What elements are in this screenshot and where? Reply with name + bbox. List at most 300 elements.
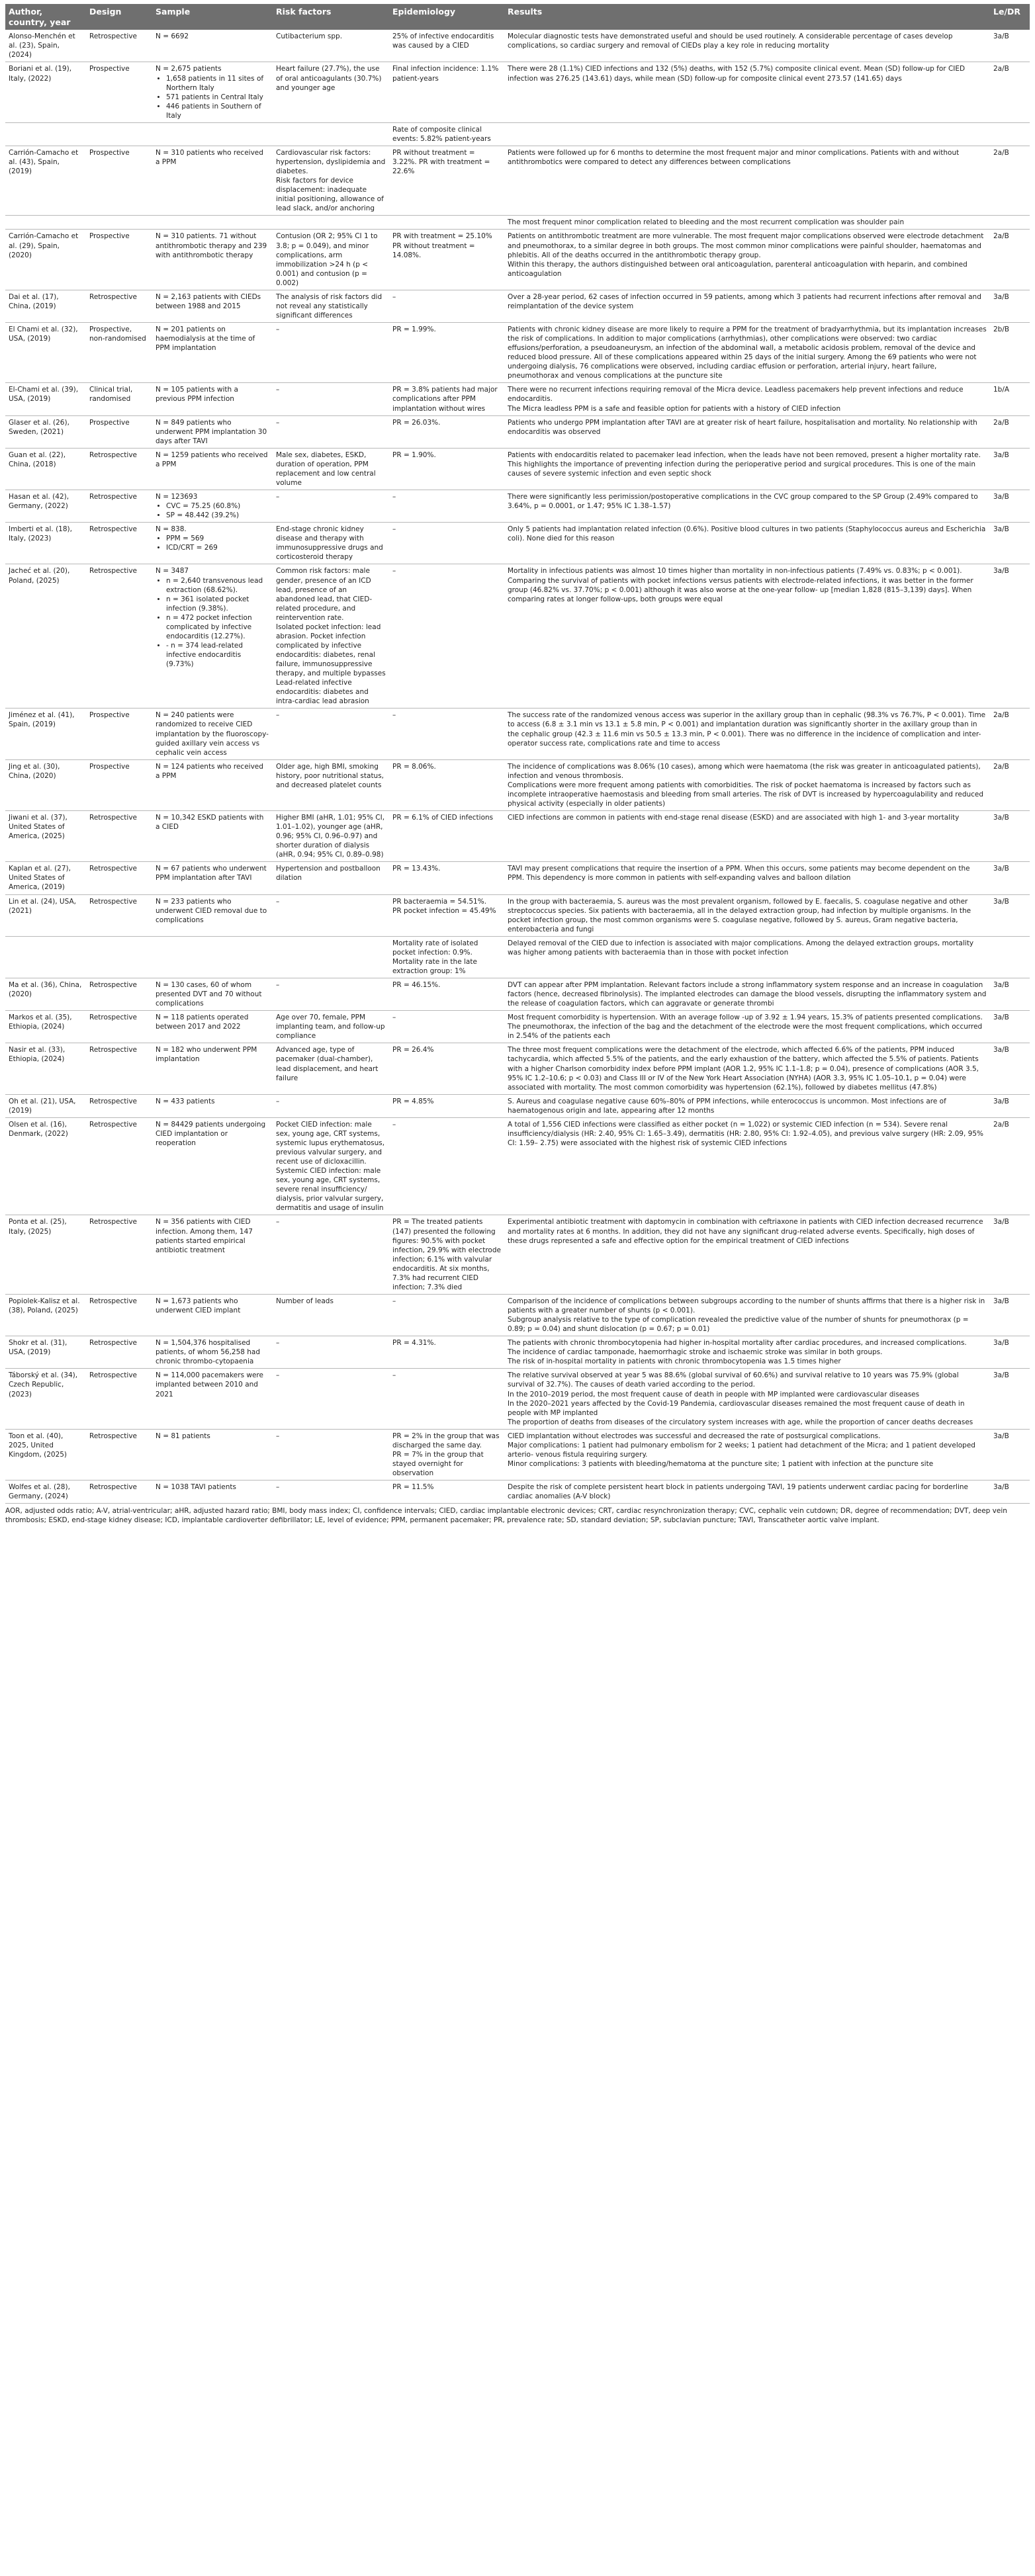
cell-results: [504, 1429, 990, 1480]
cell-author: [5, 216, 86, 230]
cell-sample: [152, 564, 273, 708]
cell-epidemiology: [389, 862, 504, 894]
cell-text-line: DVT can appear after PPM implantation. Relevant factors include a strong inflammatory system response and an increase in coagulation factors (hence, decreased fibrinolysis). The implanted electrodes can damage the blood vessels, disrupting the inflammatory system and the release of coagulation factors, which can aggravate or generate thrombi: [508, 981, 987, 1008]
cell-author: El-Chami et al. (39), USA, (2019): [5, 383, 86, 415]
cell-author: Carrión-Camacho et al. (29), Spain, (2020): [5, 230, 86, 290]
cell-results: [504, 490, 990, 523]
cell-design: Retrospective: [86, 1094, 152, 1117]
cell-risk-factors: [273, 936, 389, 978]
cell-design: Retrospective: [86, 564, 152, 708]
cell-le-dr: 2a/B: [990, 415, 1030, 448]
cell-text-line: N = 81 patients: [156, 1432, 210, 1440]
cell-text-line: Molecular diagnostic tests have demonstrated useful and should be used routinely. A considerable percentage of cases develop complications, so cardiac surgery and removal of CIEDs play a key role in reducing mortality: [508, 32, 953, 50]
cell-text-line: –: [392, 1297, 396, 1305]
cell-epidemiology: [389, 1481, 504, 1504]
cell-risk-factors: [273, 523, 389, 564]
cell-text-line: PR pocket infection = 45.49%: [392, 906, 496, 915]
table-row: [5, 1011, 1030, 1043]
cell-sample: [152, 30, 273, 62]
cell-epidemiology: [389, 1011, 504, 1043]
cell-design: Retrospective: [86, 811, 152, 862]
cell-text-line: N = 114,000 pacemakers were implanted between 2010 and 2021: [156, 1371, 263, 1398]
cell-epidemiology: [389, 216, 504, 230]
cell-results: [504, 146, 990, 215]
cell-epidemiology: [389, 1094, 504, 1117]
cell-sample: [152, 290, 273, 322]
cell-design: Retrospective: [86, 1215, 152, 1295]
cell-text-line: –: [276, 1483, 280, 1492]
cell-author: Popiolek-Kalisz et al. (38), Poland, (2025): [5, 1294, 86, 1336]
cell-text-line: PR = 26.03%.: [392, 418, 441, 427]
cell-results: [504, 1094, 990, 1117]
cell-text-line: N = 67 patients who underwent PPM implantation after TAVI: [156, 865, 267, 882]
cell-le-dr: 3a/B: [990, 811, 1030, 862]
cell-design: Clinical trial, randomised: [86, 383, 152, 415]
cell-text-line: –: [392, 1371, 396, 1380]
table-row: [5, 894, 1030, 936]
cell-author: [5, 936, 86, 978]
sample-list: [156, 74, 269, 120]
cell-results: [504, 122, 990, 146]
cell-author: Shokr et al. (31), USA, (2019): [5, 1336, 86, 1369]
cell-design: Retrospective: [86, 1294, 152, 1336]
cell-design: Retrospective: [86, 523, 152, 564]
cell-risk-factors: [273, 490, 389, 523]
sample-list-item: • 571 patients in Central Italy: [166, 93, 269, 102]
cell-text-line: N = 3487: [156, 567, 189, 576]
header-risk-factors: Risk factors: [273, 4, 389, 30]
cell-text-line: PR = 2% in the group that was discharged the same day.: [392, 1432, 500, 1449]
cell-le-dr: 2a/B: [990, 708, 1030, 759]
cell-text-line: Patients who undergo PPM implantation after TAVI are at greater risk of heart failure, hospitalisation and mortality. No relationship with endocarditis was observed: [508, 418, 977, 436]
cell-author: Ponta et al. (25), Italy, (2025): [5, 1215, 86, 1295]
cell-le-dr: 3a/B: [990, 1429, 1030, 1480]
cell-text-line: The success rate of the randomized venous access was superior in the axillary group than in cephalic (98.3% vs 76.7%, P < 0.001). Time to access (6.8 ± 3.1 min vs 13.1 ± 5.8 min, P < 0.001) and implantation duration was significantly shorter in the axillary group than in the cephalic group (42.3 ± 11.6 min vs 50.5 ± 13.3 min, P < 0.001). There was no difference in the incidence of complication and inter-operator success rate, complications rate and time to access: [508, 711, 986, 748]
cell-design: Retrospective: [86, 1481, 152, 1504]
cell-epidemiology: [389, 894, 504, 936]
cell-text-line: N = 310 patients who received a PPM: [156, 148, 263, 166]
header-epidemiology: Epidemiology: [389, 4, 504, 30]
cell-text-line: N = 182 who underwent PPM implantation: [156, 1046, 257, 1064]
cell-text-line: –: [392, 1013, 396, 1022]
cell-le-dr: 3a/B: [990, 448, 1030, 490]
cell-text-line: PR = 13.43%.: [392, 865, 441, 873]
cell-author: Guan et al. (22), China, (2018): [5, 448, 86, 490]
cell-design: Prospective: [86, 708, 152, 759]
cell-text-line: TAVI may present complications that require the insertion of a PPM. When this occurs, some patients may become dependent on the PPM. This dependency is more common in patients with self-expanding valves and balloon dilation: [508, 865, 970, 882]
cell-text-line: Within this therapy, the authors distinguished between oral anticoagulation, parenteral anticoagulation with heparin, and combined anticoagulation: [508, 260, 968, 278]
cell-le-dr: [990, 936, 1030, 978]
header-results: Results: [504, 4, 990, 30]
cell-text-line: Contusion (OR 2; 95% CI 1 to 3.8; p = 0.049), and minor complications, arm immobilization >24 h (p < 0.001) and contusion (p = 0.002): [276, 232, 378, 287]
table-row: [5, 862, 1030, 894]
cell-design: Retrospective: [86, 978, 152, 1011]
cell-text-line: PR without treatment = 3.22%. PR with treatment = 22.6%: [392, 148, 490, 176]
cell-design: Retrospective: [86, 1336, 152, 1369]
cell-text-line: Subgroup analysis relative to the type of complication revealed the predictive value of the number of shunts for pneumothorax (p = 0.89; p = 0.04) and shunt dislocation (p = 0.67; p = 0.01): [508, 1316, 969, 1334]
cell-risk-factors: [273, 230, 389, 290]
cell-text-line: N = 240 patients were randomized to receive CIED implantation by the fluoroscopy-guided axillary vein access vs cephalic vein access: [156, 711, 269, 757]
cell-text-line: PR = 6.1% of CIED infections: [392, 814, 494, 822]
cell-text-line: The incidence of complications was 8.06% (10 cases), among which were haematoma (the risk was greater in anticoagulated patients), infection and venous thrombosis.: [508, 762, 981, 780]
table-row: [5, 1043, 1030, 1094]
cell-author: Nasir et al. (33), Ethiopia, (2024): [5, 1043, 86, 1094]
cell-le-dr: 3a/B: [990, 290, 1030, 322]
cell-epidemiology: [389, 1294, 504, 1336]
cell-text-line: N = 849 patients who underwent PPM implantation 30 days after TAVI: [156, 418, 267, 445]
table-row: [5, 290, 1030, 322]
cell-text-line: The proportion of deaths from diseases of the circulatory system increases with age, while the proportion of cancer deaths decreases: [508, 1418, 973, 1426]
cell-text-line: –: [392, 493, 396, 501]
sample-list-item: • n = 472 pocket infection complicated by infective endocarditis (12.27%).: [166, 613, 269, 641]
cell-author: Kaplan et al. (27), United States of America, (2019): [5, 862, 86, 894]
table-row: [5, 146, 1030, 215]
table-row: [5, 1294, 1030, 1336]
cell-results: [504, 30, 990, 62]
table-row: [5, 62, 1030, 122]
cell-le-dr: 3a/B: [990, 1294, 1030, 1336]
cell-epidemiology: [389, 708, 504, 759]
cell-text-line: Isolated pocket infection: lead abrasion. Pocket infection complicated by infective endocarditis: diabetes, renal failure, immunosuppressive therapy, and multiple bypasses: [276, 623, 386, 678]
cell-text-line: –: [276, 418, 280, 427]
cell-text-line: Patients with endocarditis related to pacemaker lead infection, when the leads have not been removed, present a higher mortality rate. This highlights the importance of preventing infection during the perioperative period and surgical procedures. This is one of the main causes of severe systemic infection and even septic shock: [508, 451, 981, 478]
cell-epidemiology: [389, 490, 504, 523]
cell-design: Retrospective: [86, 1117, 152, 1215]
sample-list: [156, 534, 269, 552]
cell-design: [86, 216, 152, 230]
cell-results: [504, 564, 990, 708]
table-row: [5, 1429, 1030, 1480]
cell-text-line: –: [276, 897, 280, 906]
cell-text-line: PR = 46.15%.: [392, 981, 441, 989]
cell-text-line: Male sex, diabetes, ESKD, duration of operation, PPM replacement and low central volume: [276, 451, 376, 487]
cell-author: [5, 122, 86, 146]
cell-design: Retrospective: [86, 290, 152, 322]
cell-risk-factors: [273, 862, 389, 894]
cell-author: Imberti et al. (18), Italy, (2023): [5, 523, 86, 564]
cell-design: Retrospective: [86, 862, 152, 894]
cell-text-line: PR = 7% in the group that stayed overnight for observation: [392, 1450, 484, 1477]
cell-results: [504, 62, 990, 122]
cell-sample: [152, 1294, 273, 1336]
cell-text-line: N = 2,675 patients: [156, 65, 222, 73]
cell-epidemiology: [389, 978, 504, 1011]
cell-results: [504, 862, 990, 894]
cell-epidemiology: [389, 30, 504, 62]
sample-list-item: • ICD/CRT = 269: [166, 543, 269, 552]
cell-text-line: Experimental antibiotic treatment with daptomycin in combination with ceftriaxone in patients with CIED infection decreased recurrence and mortality rates at 6 months. In addition, they did not have any significant drug-related adverse events. Specifically, high doses of these drugs represented a safe and effective option for the empirical treatment of CIED infections: [508, 1218, 983, 1245]
cell-le-dr: 2a/B: [990, 146, 1030, 215]
cell-text-line: –: [276, 1371, 280, 1380]
cell-text-line: N = 118 patients operated between 2017 and 2022: [156, 1013, 249, 1031]
cell-text-line: Patients on antithrombotic treatment are more vulnerable. The most frequent major complications observed were electrode detachment and pneumothorax, to a similar degree in both groups. The most common minor complications were painful shoulder, haematomas and phlebitis. All of the deaths occurred in the antithrombotic therapy group.: [508, 232, 984, 259]
cell-text-line: N = 1259 patients who received a PPM: [156, 451, 268, 468]
cell-text-line: Despite the risk of complete persistent heart block in patients undergoing TAVI, 19 patients underwent cardiac pacing for borderline cardiac anomalies (A-V block): [508, 1483, 969, 1501]
cell-author: Ma et al. (36), China, (2020): [5, 978, 86, 1011]
cell-text-line: In the 2010–2019 period, the most frequent cause of death in people with MP implanted were cardiovascular diseases: [508, 1390, 920, 1398]
cell-le-dr: 3a/B: [990, 564, 1030, 708]
cell-design: Retrospective: [86, 448, 152, 490]
cell-text-line: The relative survival observed at year 5 was 88.6% (global survival of 60.6%) and survival relative to 10 years was 75.9% (global survival of 32.7%). The causes of death varied according to the period.: [508, 1371, 959, 1389]
table-row: [5, 30, 1030, 62]
cell-le-dr: 3a/B: [990, 30, 1030, 62]
cell-text-line: Cutibacterium spp.: [276, 32, 343, 41]
cell-risk-factors: [273, 290, 389, 322]
cell-le-dr: 3a/B: [990, 1094, 1030, 1117]
cell-sample: [152, 862, 273, 894]
cell-risk-factors: [273, 759, 389, 810]
header-le-dr: Le/DR: [990, 4, 1030, 30]
cell-epidemiology: [389, 523, 504, 564]
cell-text-line: The most frequent minor complication related to bleeding and the most recurrent complication was shoulder pain: [508, 218, 905, 227]
cell-risk-factors: [273, 323, 389, 383]
cell-risk-factors: [273, 1369, 389, 1429]
cell-sample: [152, 230, 273, 290]
cell-results: [504, 1011, 990, 1043]
cell-design: Retrospective: [86, 490, 152, 523]
cell-epidemiology: [389, 230, 504, 290]
cell-design: [86, 122, 152, 146]
cell-design: Prospective: [86, 146, 152, 215]
table-footnote: AOR, adjusted odds ratio; A-V, atrial-ventricular; aHR, adjusted hazard ratio; BMI, body mass index; CI, confidence intervals; CIED, cardiac implantable electronic devices; CRT, cardiac resynchronization therapy; CVC, cephalic vein cutdown; DR, degree of recommendation; DVT, deep vein thrombosis; ESKD, end-stage kidney disease; ICD, implantable cardioverter defibrillator; LE, level of evidence; PPM, permanent pacemaker; PR, prevalence rate; SD, standard deviation; SP, subclavian puncture; TAVI, Transcatheter aortic valve implant.: [5, 1507, 1007, 1525]
cell-text-line: Minor complications: 3 patients with bleeding/hematoma at the puncture site; 1 patient with infection at the puncture site: [508, 1459, 934, 1468]
cell-text-line: Final infection incidence: 1.1% patient-years: [392, 65, 499, 83]
sample-list: [156, 501, 269, 520]
cell-risk-factors: [273, 30, 389, 62]
cell-text-line: N = 1,504,376 hospitalised patients, of whom 56,258 had chronic thrombo-cytopaenia: [156, 1339, 261, 1366]
cell-text-line: N = 123693: [156, 493, 198, 501]
cell-sample: [152, 1011, 273, 1043]
cell-risk-factors: [273, 62, 389, 122]
cell-design: [86, 936, 152, 978]
cell-design: Prospective, non-randomised: [86, 323, 152, 383]
cell-text-line: A total of 1,556 CIED infections were classified as either pocket (n = 1,022) or systemic CIED infection (n = 534). Severe renal insufficiency/dialysis (HR: 2.40, 95% CI: 1.65–3.49), dermatitis (HR: 2.80, 95% CI: 1.92–4.05), and previous valve surgery (HR: 2.09, 95% CI: 1.59– 2.75) were associated with the highest risk of systemic CIED infections: [508, 1120, 984, 1147]
cell-text-line: N = 2,163 patients with CIEDs between 1988 and 2015: [156, 292, 261, 310]
cell-text-line: Mortality rate of isolated pocket infection: 0.9%.: [392, 939, 478, 957]
cell-le-dr: 1b/A: [990, 383, 1030, 415]
cell-le-dr: 2a/B: [990, 62, 1030, 122]
sample-list-item: • 1,658 patients in 11 sites of Northern Italy: [166, 74, 269, 93]
cell-epidemiology: [389, 323, 504, 383]
cell-text-line: Number of leads: [276, 1297, 334, 1305]
cell-text-line: Most frequent comorbidity is hypertension. With an average follow -up of 3.92 ± 1.94 years, 15.3% of patients presented complications. The pneumothorax, the infection of the bag and the detachment of the electrode were the most frequent complications, which occurred in 2.54% of the patients each: [508, 1013, 983, 1041]
sample-list-item: • n = 361 isolated pocket infection (9.38%).: [166, 595, 269, 613]
cell-text-line: There were no recurrent infections requiring removal of the Micra device. Leadless pacemakers help prevent infections and reduce endocarditis.: [508, 386, 964, 404]
cell-design: Retrospective: [86, 1429, 152, 1480]
cell-sample: [152, 894, 273, 936]
cell-results: [504, 1043, 990, 1094]
table-row: [5, 708, 1030, 759]
cell-risk-factors: [273, 1294, 389, 1336]
cell-results: [504, 523, 990, 564]
cell-text-line: CIED infections are common in patients with end-stage renal disease (ESKD) and are associated with high 1- and 3-year mortality: [508, 814, 960, 822]
cell-le-dr: 3a/B: [990, 490, 1030, 523]
cell-author: Jiménez et al. (41), Spain, (2019): [5, 708, 86, 759]
cell-text-line: N = 310 patients. 71 without antithrombotic therapy and 239 with antithrombotic therapy: [156, 232, 267, 259]
cell-text-line: Rate of composite clinical events: 5.82% patient-years: [392, 125, 491, 143]
cell-sample: [152, 216, 273, 230]
cell-sample: [152, 415, 273, 448]
cell-results: [504, 894, 990, 936]
cell-author: Táborský et al. (34), Czech Republic, (2023): [5, 1369, 86, 1429]
cell-text-line: Mortality rate in the late extraction group: 1%: [392, 957, 477, 975]
cell-le-dr: 2a/B: [990, 759, 1030, 810]
cell-author: Oh et al. (21), USA, (2019): [5, 1094, 86, 1117]
cell-text-line: Heart failure (27.7%), the use of oral anticoagulants (30.7%) and younger age: [276, 65, 382, 92]
cell-text-line: PR = 26.4%: [392, 1046, 434, 1054]
cell-author: Jacheć et al. (20), Poland, (2025): [5, 564, 86, 708]
cell-text-line: –: [392, 1120, 396, 1129]
cell-author: Glaser et al. (26), Sweden, (2021): [5, 415, 86, 448]
table-row: [5, 1094, 1030, 1117]
cell-text-line: Hypertension and postballoon dilation: [276, 865, 381, 882]
cell-text-line: PR bacteraemia = 54.51%.: [392, 897, 487, 906]
cell-text-line: N = 356 patients with CIED infection. Among them, 147 patients started empirical antibiotic treatment: [156, 1218, 253, 1254]
sample-list-item: • - n = 374 lead-related infective endocarditis (9.73%): [166, 641, 269, 669]
header-design: Design: [86, 4, 152, 30]
cell-risk-factors: [273, 383, 389, 415]
cell-results: [504, 708, 990, 759]
table-row: [5, 383, 1030, 415]
cell-risk-factors: [273, 448, 389, 490]
cell-text-line: –: [276, 1097, 280, 1105]
cell-sample: [152, 383, 273, 415]
cell-text-line: N = 124 patients who received a PPM: [156, 762, 263, 780]
cell-risk-factors: [273, 1336, 389, 1369]
table-row: [5, 1117, 1030, 1215]
cell-text-line: The analysis of risk factors did not reveal any statistically significant differences: [276, 292, 382, 320]
cell-sample: [152, 1429, 273, 1480]
cell-text-line: –: [276, 981, 280, 989]
cell-results: [504, 1294, 990, 1336]
cell-text-line: The Micra leadless PPM is a safe and feasible option for patients with a history of CIED infection: [508, 404, 841, 413]
cell-results: [504, 448, 990, 490]
cell-text-line: PR = The treated patients (147) presented the following figures: 90.5% with pocket infection, 29.9% with electrode infection; 6.1% with valvular endocarditis. At six months, 7.3% had recurrent CIED infection; 7.3% died: [392, 1218, 501, 1291]
cell-author: Markos et al. (35), Ethiopia, (2024): [5, 1011, 86, 1043]
cell-text-line: PR = 4.31%.: [392, 1339, 436, 1348]
cell-text-line: –: [276, 493, 280, 501]
table-row: [5, 1481, 1030, 1504]
cell-text-line: PR = 8.06%.: [392, 762, 436, 771]
cell-text-line: –: [392, 292, 396, 301]
cell-results: [504, 230, 990, 290]
cell-sample: [152, 1336, 273, 1369]
table-row: [5, 978, 1030, 1011]
cell-epidemiology: [389, 383, 504, 415]
cell-text-line: N = 130 cases, 60 of whom presented DVT and 70 without complications: [156, 981, 262, 1008]
cell-results: [504, 936, 990, 978]
cell-text-line: Risk factors for device displacement: inadequate initial positioning, allowance of lead slack, and/or anchoring: [276, 177, 384, 213]
cell-epidemiology: [389, 1215, 504, 1295]
sample-list-item: • 446 patients in Southern of Italy: [166, 102, 269, 120]
cell-text-line: Delayed removal of the CIED due to infection is associated with major complications. Among the delayed extraction groups, mortality was higher among patients with bacteraemia than in those with pocket infection: [508, 939, 974, 957]
cell-risk-factors: [273, 1011, 389, 1043]
cell-text-line: The patients with chronic thrombocytopenia had higher in-hospital mortality after cardiac procedures, and increased complications.: [508, 1339, 967, 1348]
cell-le-dr: 3a/B: [990, 1043, 1030, 1094]
cell-le-dr: 3a/B: [990, 523, 1030, 564]
cell-sample: [152, 122, 273, 146]
cell-author: Lin et al. (24), USA, (2021): [5, 894, 86, 936]
cell-sample: [152, 708, 273, 759]
table-row: [5, 448, 1030, 490]
cell-text-line: N = 1038 TAVI patients: [156, 1483, 236, 1492]
cell-design: Retrospective: [86, 1043, 152, 1094]
cell-sample: [152, 1481, 273, 1504]
table-row: [5, 1336, 1030, 1369]
table-row: [5, 523, 1030, 564]
cell-design: Retrospective: [86, 894, 152, 936]
cell-results: [504, 1336, 990, 1369]
cell-author: Carrión-Camacho et al. (43), Spain, (2019): [5, 146, 86, 215]
cell-le-dr: [990, 122, 1030, 146]
cell-results: [504, 415, 990, 448]
cell-text-line: N = 838.: [156, 525, 187, 534]
cell-text-line: 25% of infective endocarditis was caused by a CIED: [392, 32, 494, 50]
cell-author: Dai et al. (17), China, (2019): [5, 290, 86, 322]
cell-text-line: N = 105 patients with a previous PPM infection: [156, 386, 238, 404]
cell-text-line: –: [392, 567, 396, 576]
cell-text-line: Systemic CIED infection: male sex, young age, CRT systems, severe renal insufficiency/ dialysis, prior valvular surgery, dermatitis and usage of insulin: [276, 1167, 384, 1213]
cell-sample: [152, 1369, 273, 1429]
cell-epidemiology: [389, 1336, 504, 1369]
table-row: [5, 811, 1030, 862]
cell-le-dr: 3a/B: [990, 862, 1030, 894]
cell-le-dr: 3a/B: [990, 1336, 1030, 1369]
cell-results: [504, 1369, 990, 1429]
table-row: [5, 415, 1030, 448]
cell-le-dr: 3a/B: [990, 978, 1030, 1011]
cell-text-line: Common risk factors: male gender, presence of an ICD lead, presence of an abandoned lead, that CIED-related procedure, and reintervention rate.: [276, 567, 373, 622]
sample-list-item: • PPM = 569: [166, 534, 269, 543]
cell-results: [504, 811, 990, 862]
cell-text-line: There were 28 (1.1%) CIED infections and 132 (5%) deaths, with 152 (5.7%) composite clinical event. Mean (SD) follow-up for CIED infection was 276.25 (143.61) days, while mean (SD) follow-up for composite clinical event 273.57 (141.65) days: [508, 65, 966, 83]
cell-text-line: –: [392, 525, 396, 534]
cell-text-line: N = 433 patients: [156, 1097, 215, 1105]
cell-design: Prospective: [86, 230, 152, 290]
table-row: [5, 1369, 1030, 1429]
cell-text-line: Lead-related infective endocarditis: diabetes and intra-cardiac lead abrasion: [276, 679, 369, 706]
cell-text-line: Over a 28-year period, 62 cases of infection occurred in 59 patients, among which 3 patients had recurrent infections after removal and reimplantation of the device system: [508, 292, 981, 310]
cell-text-line: Major complications: 1 patient had pulmonary embolism for 2 weeks; 1 patient had detachment of the Micra; and 1 patient developed arterio- venous fistula requiring surgery.: [508, 1441, 975, 1459]
cell-sample: [152, 146, 273, 215]
cell-le-dr: 2b/B: [990, 323, 1030, 383]
cell-sample: [152, 490, 273, 523]
cell-text-line: –: [276, 386, 280, 394]
sample-list-item: • SP = 48.442 (39.2%): [166, 511, 269, 520]
cell-author: El Chami et al. (32), USA, (2019): [5, 323, 86, 383]
cell-epidemiology: [389, 564, 504, 708]
cell-sample: [152, 759, 273, 810]
cell-author: Hasan et al. (42), Germany, (2022): [5, 490, 86, 523]
cell-results: [504, 1215, 990, 1295]
cell-author: Boriani et al. (19), Italy, (2022): [5, 62, 86, 122]
cell-risk-factors: [273, 1481, 389, 1504]
cell-epidemiology: [389, 1117, 504, 1215]
cell-sample: [152, 1094, 273, 1117]
cell-text-line: Comparison of the incidence of complications between subgroups according to the number of shunts affirms that there is a higher risk in patients with a greater number of shunts (p < 0.001).: [508, 1297, 985, 1314]
table-row: [5, 1215, 1030, 1295]
cell-risk-factors: [273, 122, 389, 146]
sample-list: [156, 576, 269, 669]
cell-text-line: PR with treatment = 25.10% PR without treatment = 14.08%.: [392, 232, 492, 259]
cell-sample: [152, 62, 273, 122]
cell-results: [504, 1481, 990, 1504]
table-row: [5, 230, 1030, 290]
cell-le-dr: 3a/B: [990, 1215, 1030, 1295]
table-row: [5, 759, 1030, 810]
cell-design: Prospective: [86, 415, 152, 448]
sample-list-item: • n = 2,640 transvenous lead extraction (68.62%).: [166, 576, 269, 595]
